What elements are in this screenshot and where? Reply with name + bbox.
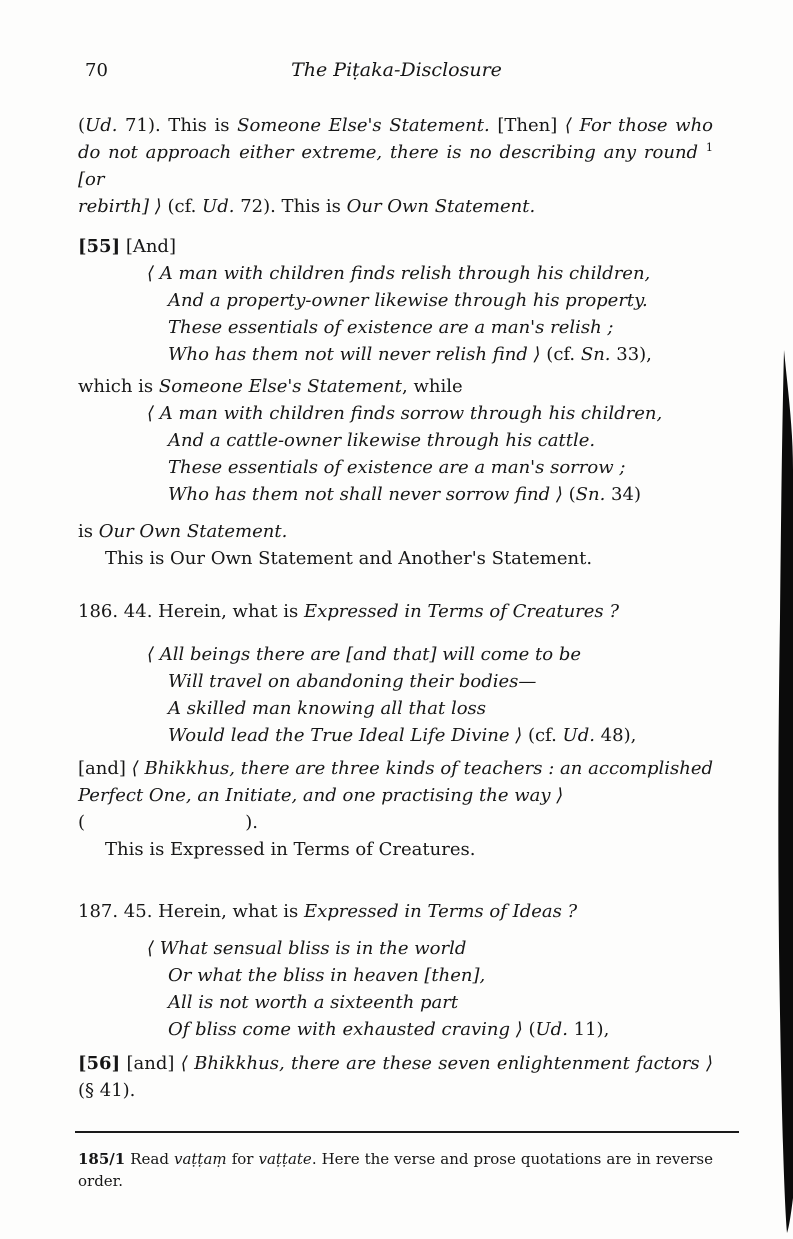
text-line: 186. 44. Herein, what is Expressed in Terms of Creatures ?	[78, 601, 620, 622]
text-line: do not approach either extreme, there is no describing any round $^1$ [or	[78, 141, 713, 190]
verse-line: ⟨ What sensual bliss is in the world	[147, 938, 467, 959]
verse-line: And a property-owner likewise through his property.	[168, 290, 648, 311]
footnote-line: 185/1 Read vaṭṭaṃ for vaṭṭate. Here the verse and prose quotations are in reverse	[78, 1150, 713, 1168]
verse-line: Who has them not shall never sorrow find ⟩ (Sn. 34)	[168, 484, 641, 505]
verse-line: A skilled man knowing all that loss	[168, 698, 487, 719]
paragraph	[78, 518, 713, 545]
verse-line: ⟨ All beings there are [and that] will come to be	[147, 644, 582, 665]
verse-line: These essentials of existence are a man's sorrow ;	[168, 457, 626, 478]
text-line: which is Someone Else's Statement, while	[78, 376, 463, 397]
footnote-line: order.	[78, 1172, 123, 1190]
verse-line: And a cattle-owner likewise through his cattle.	[168, 430, 596, 451]
page-number: 70	[85, 60, 108, 81]
text-line: [55] [And]	[78, 236, 176, 257]
text-line: 187. 45. Herein, what is Expressed in Terms of Ideas ?	[78, 901, 578, 922]
paragraph	[78, 112, 713, 220]
text-line: rebirth] ⟩ (cf. Ud. 72). This is Our Own Statement.	[78, 196, 536, 217]
text-line: (§ 41).	[78, 1080, 136, 1101]
verse-line: Will travel on abandoning their bodies—	[168, 671, 537, 692]
verse-line: These essentials of existence are a man's relish ;	[168, 317, 614, 338]
verse-line: ⟨ A man with children finds relish through his children,	[147, 263, 651, 284]
footnote-rule	[75, 1131, 739, 1133]
paragraph	[78, 755, 713, 836]
text-line: Perfect One, an Initiate, and one practising the way ⟩ ( ).	[78, 785, 564, 833]
text-line: [56] [and] ⟨ Bhikkhus, there are these seven enlightenment factors ⟩	[78, 1053, 713, 1074]
text-line: (Ud. 71). This is Someone Else's Statement. [Then] ⟨ For those who	[78, 115, 713, 136]
text-line: [and] ⟨ Bhikkhus, there are three kinds of teachers : an accomplished	[78, 758, 713, 779]
verse	[78, 935, 713, 1043]
verse	[78, 260, 713, 368]
paragraph	[78, 545, 713, 572]
verse	[78, 400, 713, 508]
verse-line: ⟨ A man with children finds sorrow through his children,	[147, 403, 663, 424]
paragraph	[78, 1050, 713, 1104]
text-line: This is Expressed in Terms of Creatures.	[105, 839, 476, 860]
verse-line: Or what the bliss in heaven [then],	[168, 965, 486, 986]
verse-line: Of bliss come with exhausted craving ⟩ (Ud. 11),	[168, 1019, 610, 1040]
footnote	[78, 1148, 713, 1192]
verse-line: Who has them not will never relish find ⟩ (cf. Sn. 33),	[168, 344, 652, 365]
text-line: is Our Own Statement.	[78, 521, 288, 542]
section-heading	[78, 898, 713, 925]
text-line: This is Our Own Statement and Another's Statement.	[105, 548, 593, 569]
running-title: The Piṭaka-Disclosure	[291, 59, 502, 81]
verse-line: Would lead the True Ideal Life Divine ⟩ (cf. Ud. 48),	[168, 725, 637, 746]
paragraph	[78, 373, 713, 400]
paragraph-label	[78, 233, 713, 260]
page-header	[0, 57, 793, 84]
verse	[78, 641, 713, 749]
page-body	[0, 112, 793, 1192]
section-heading	[78, 598, 713, 625]
verse-line: All is not worth a sixteenth part	[168, 992, 459, 1013]
paragraph	[78, 836, 713, 863]
